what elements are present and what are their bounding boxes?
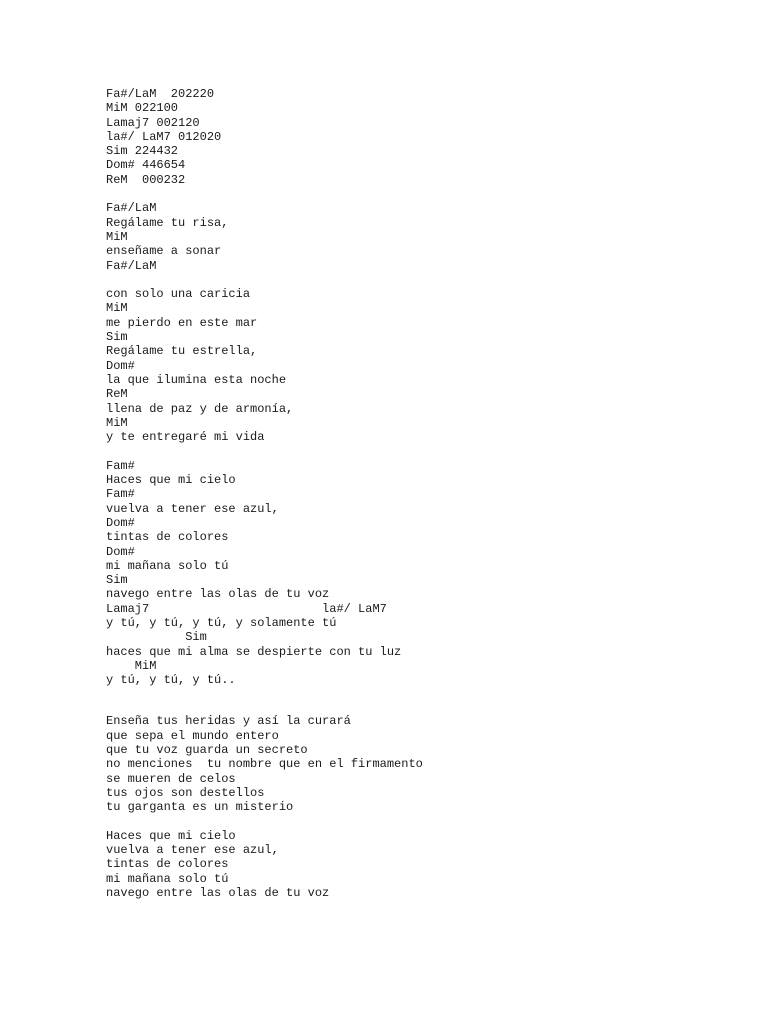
lyric-line: no menciones tu nombre que en el firmamento — [106, 757, 423, 772]
lyric-line: y te entregaré mi vida — [106, 430, 265, 445]
lyric-line: vuelva a tener ese azul, — [106, 501, 279, 516]
lyric-line: Haces que mi cielo — [106, 828, 236, 843]
lyric-line: MiM — [106, 658, 157, 673]
lyric-line: tintas de colores — [106, 857, 229, 872]
lyric-line: MiM — [106, 229, 128, 244]
lyric-line: mi mañana solo tú — [106, 871, 229, 886]
verse-2 — [106, 287, 746, 444]
chord-line: ReM 000232 — [106, 172, 186, 187]
song-sheet — [106, 87, 746, 900]
lyric-line: llena de paz y de armonía, — [106, 401, 294, 416]
lyric-line: Regálame tu risa, — [106, 215, 229, 230]
lyric-line: vuelva a tener ese azul, — [106, 843, 279, 858]
spacer — [106, 444, 746, 458]
verse-1 — [106, 201, 746, 272]
lyric-line: navego entre las olas de tu voz — [106, 587, 330, 602]
lyric-line: que sepa el mundo entero — [106, 728, 279, 743]
verse-3 — [106, 714, 746, 814]
lyric-line: Regálame tu estrella, — [106, 344, 258, 359]
lyric-line: con solo una caricia — [106, 287, 251, 302]
lyric-line: y tú, y tú, y tú, y solamente tú — [106, 615, 337, 630]
lyric-line: se mueren de celos — [106, 771, 236, 786]
chords-legend — [106, 87, 746, 187]
lyric-line: Sim — [106, 573, 128, 588]
lyric-line: Fa#/LaM — [106, 201, 157, 216]
lyric-line: y tú, y tú, y tú.. — [106, 673, 236, 688]
lyric-line: tintas de colores — [106, 530, 229, 545]
chord-line: Dom# 446654 — [106, 158, 186, 173]
chord-line: Sim 224432 — [106, 144, 179, 159]
lyric-line: Dom# — [106, 358, 135, 373]
chord-line: la#/ LaM7 012020 — [106, 129, 222, 144]
spacer — [106, 187, 746, 201]
lyric-line: me pierdo en este mar — [106, 315, 258, 330]
spacer — [106, 273, 746, 287]
spacer — [106, 815, 746, 829]
chorus — [106, 459, 746, 688]
chord-line: Fa#/LaM 202220 — [106, 87, 215, 101]
lyric-line: Sim — [106, 330, 128, 345]
lyric-line: mi mañana solo tú — [106, 558, 229, 573]
chorus-2 — [106, 829, 746, 900]
spacer — [106, 687, 746, 714]
lyric-line: la que ilumina esta noche — [106, 372, 287, 387]
lyric-line: Haces que mi cielo — [106, 473, 236, 488]
lyric-line: Fam# — [106, 458, 135, 473]
lyric-line: navego entre las olas de tu voz — [106, 886, 330, 901]
lyric-line: MiM — [106, 415, 128, 430]
lyric-line: haces que mi alma se despierte con tu luz — [106, 644, 402, 659]
lyric-line: Sim — [106, 630, 207, 645]
lyric-line: Fa#/LaM — [106, 258, 157, 273]
lyric-line: Enseña tus heridas y así la curará — [106, 714, 351, 729]
lyric-line: tu garganta es un misterio — [106, 800, 294, 815]
lyric-line: que tu voz guarda un secreto — [106, 743, 308, 758]
lyric-line: Lamaj7 la#/ LaM7 — [106, 601, 387, 616]
lyric-line: Dom# — [106, 515, 135, 530]
lyric-line: enseñame a sonar — [106, 244, 222, 259]
lyric-line: tus ojos son destellos — [106, 785, 265, 800]
lyric-line: Fam# — [106, 487, 135, 502]
chord-line: Lamaj7 002120 — [106, 115, 200, 130]
lyric-line: Dom# — [106, 544, 135, 559]
chord-line: MiM 022100 — [106, 101, 179, 116]
lyric-line: MiM — [106, 301, 128, 316]
lyric-line: ReM — [106, 387, 128, 402]
